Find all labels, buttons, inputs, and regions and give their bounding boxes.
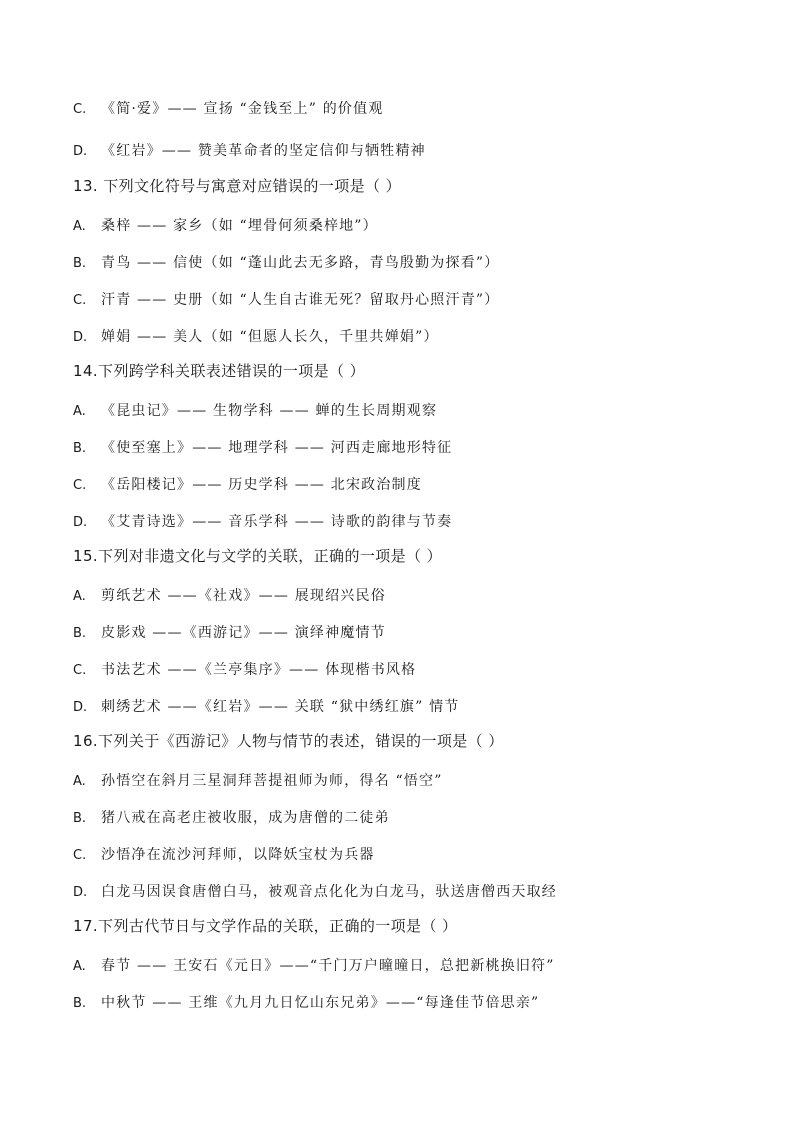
option-text: 汗青 —— 史册（如 “人生自古谁无死？留取丹心照汗青”） xyxy=(101,292,500,308)
option-label: C. xyxy=(73,478,87,493)
option-text: 《使至塞上》—— 地理学科 —— 河西走廊地形特征 xyxy=(101,440,453,456)
option-line xyxy=(73,252,499,274)
option-text: 中秋节 —— 王维《九月九日忆山东兄弟》——“每逢佳节倍思亲” xyxy=(101,995,540,1011)
option-line xyxy=(73,622,386,644)
option-line xyxy=(73,844,375,866)
option-label: D. xyxy=(73,885,88,900)
option-line xyxy=(73,659,416,681)
option-line xyxy=(73,511,452,533)
option-label: D. xyxy=(73,144,88,159)
question-14: 14.下列跨学科关联表述错误的一项是（ ） xyxy=(73,362,366,380)
option-text: 猪八戒在高老庄被收服，成为唐僧的二徒弟 xyxy=(101,810,390,826)
option-line xyxy=(73,770,443,792)
option-label: D. xyxy=(73,700,88,715)
option-line xyxy=(73,289,499,311)
option-text: 《艾青诗选》—— 音乐学科 —— 诗歌的韵律与节奏 xyxy=(101,514,453,530)
question-13: 13. 下列文化符号与寓意对应错误的一项是（ ） xyxy=(73,177,401,195)
option-text: 剪纸艺术 ——《社戏》—— 展现绍兴民俗 xyxy=(101,588,386,604)
option-text: 《岳阳楼记》—— 历史学科 —— 北宋政治制度 xyxy=(101,477,422,493)
option-text: 《红岩》—— 赞美革命者的坚定信仰与牺牲精神 xyxy=(101,143,426,159)
option-label: A. xyxy=(73,589,86,604)
option-label: B. xyxy=(73,996,87,1011)
option-text: 书法艺术 ——《兰亭集序》—— 体现楷书风格 xyxy=(101,662,417,678)
option-line xyxy=(73,585,386,607)
option-label: B. xyxy=(73,256,87,271)
option-text: 白龙马因误食唐僧白马，被观音点化化为白龙马，驮送唐僧西天取经 xyxy=(101,884,557,900)
option-text: 春节 —— 王安石《元日》——“千门万户曈曈日，总把新桃换旧符” xyxy=(101,958,555,974)
option-line xyxy=(73,955,555,977)
question-15: 15.下列对非遗文化与文学的关联，正确的一项是（ ） xyxy=(73,547,443,565)
option-text: 孙悟空在斜月三星洞拜菩提祖师为师，得名 “悟空” xyxy=(101,773,443,789)
option-label: D. xyxy=(73,515,88,530)
question-16: 16.下列关于《西游记》人物与情节的表述，错误的一项是（ ） xyxy=(73,732,504,750)
option-text: 婵娟 —— 美人（如 “但愿人长久，千里共婵娟”） xyxy=(101,329,439,345)
option-line xyxy=(73,881,557,903)
option-line xyxy=(73,992,539,1014)
option-label: C. xyxy=(73,102,87,117)
option-text: 《昆虫记》—— 生物学科 —— 蝉的生长周期观察 xyxy=(101,403,438,419)
option-line xyxy=(73,98,384,120)
option-label: B. xyxy=(73,626,87,641)
option-label: C. xyxy=(73,663,87,678)
option-label: A. xyxy=(73,774,86,789)
option-text: 沙悟净在流沙河拜师，以降妖宝杖为兵器 xyxy=(101,847,375,863)
option-text: 皮影戏 ——《西游记》—— 演绎神魔情节 xyxy=(101,625,386,641)
option-label: B. xyxy=(73,811,87,826)
option-label: B. xyxy=(73,441,87,456)
option-text: 刺绣艺术 ——《红岩》—— 关联 “狱中绣红旗” 情节 xyxy=(101,699,460,715)
option-line xyxy=(73,326,439,348)
option-label: C. xyxy=(73,848,87,863)
option-line xyxy=(73,474,422,496)
option-label: A. xyxy=(73,219,86,234)
option-text: 桑梓 —— 家乡（如 “埋骨何须桑梓地”） xyxy=(101,218,378,234)
option-text: 青鸟 —— 信使（如 “蓬山此去无多路，青鸟殷勤为探看”） xyxy=(101,255,500,271)
option-label: A. xyxy=(73,959,86,974)
option-line xyxy=(73,437,452,459)
option-line xyxy=(73,807,390,829)
option-line xyxy=(73,400,437,422)
option-label: D. xyxy=(73,330,88,345)
option-line xyxy=(73,215,378,237)
option-text: 《简·爱》—— 宣扬 “金钱至上” 的价值观 xyxy=(101,101,384,117)
option-line xyxy=(73,696,460,718)
option-label: C. xyxy=(73,293,87,308)
option-line xyxy=(73,140,426,162)
option-label: A. xyxy=(73,404,86,419)
question-17: 17.下列古代节日与文学作品的关联，正确的一项是（ ） xyxy=(73,917,458,935)
